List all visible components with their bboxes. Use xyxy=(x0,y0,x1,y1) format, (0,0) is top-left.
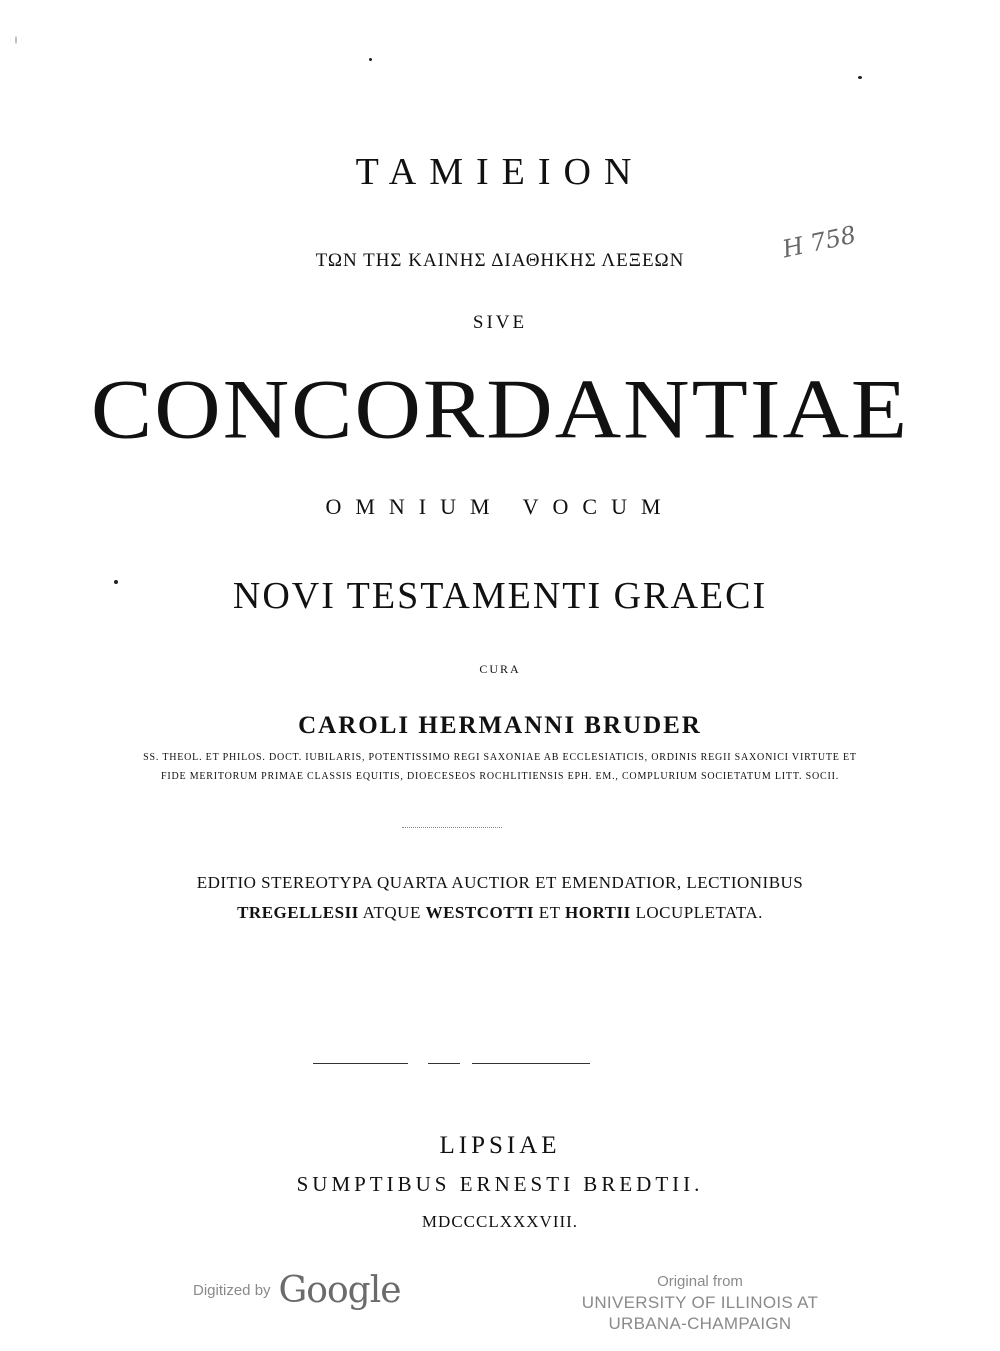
handwritten-shelf-mark: H 758 xyxy=(779,220,859,264)
editor-westcott: WESTCOTTI xyxy=(425,903,535,922)
ornamental-rule-lower-right xyxy=(472,1063,590,1064)
editor-hort: HORTII xyxy=(565,903,631,922)
original-from-label: Original from xyxy=(657,1273,743,1290)
imprint-date: MDCCCLXXXVIII. xyxy=(421,1212,579,1231)
subtitle-omnium-vocum: OMNIUM VOCUM xyxy=(325,494,675,519)
ink-speck xyxy=(858,76,862,79)
digitized-by-label: Digitized by xyxy=(193,1282,271,1299)
ornamental-rule-upper xyxy=(402,827,502,828)
greek-subtitle: ΤΩΝ ΤΗΣ ΚΑΙΝΗΣ ΔΙΑΘΗΚΗΣ ΛΕΞΕΩΝ xyxy=(315,250,685,271)
edition-connector-2: ET xyxy=(538,903,561,922)
ink-speck xyxy=(369,58,372,61)
author-name: CAROLI HERMANNI BRUDER xyxy=(298,712,702,739)
imprint-place: LIPSIAE xyxy=(439,1132,561,1159)
original-source-watermark xyxy=(560,1272,840,1334)
ink-speck xyxy=(114,580,118,584)
ink-speck xyxy=(15,36,17,44)
edition-line-1: EDITIO STEREOTYPA QUARTA AUCTIOR ET EMENDATIOR, LECTIONIBUS xyxy=(196,873,804,892)
edition-connector-1: ATQUE xyxy=(362,903,421,922)
imprint-publisher: SUMPTIBUS ERNESTI BREDTII. xyxy=(296,1172,704,1196)
edition-connector-3: LOCUPLETATA. xyxy=(635,903,763,922)
main-title: CONCORDANTIAE xyxy=(90,361,910,456)
author-titles-line-2: FIDE MERITORUM PRIMAE CLASSIS EQUITIS, DIOECESEOS ROCHLITIENSIS EPH. EM., COMPLURIUM SOCIETATUM LITT. SOCII. xyxy=(160,771,840,782)
editor-tregellesius: TREGELLESII xyxy=(237,903,359,922)
google-logo: Google xyxy=(278,1270,401,1311)
subtitle-novi-testamenti: NOVI TESTAMENTI GRAECI xyxy=(232,575,768,617)
heading-tamieion: TAMIEION xyxy=(355,151,645,193)
ornamental-rule-lower-left xyxy=(313,1063,408,1064)
cura-label: CURA xyxy=(479,662,521,676)
sive-connector: SIVE xyxy=(472,312,528,333)
source-institution-line-1: UNIVERSITY OF ILLINOIS AT xyxy=(581,1293,819,1312)
edition-line-2 xyxy=(0,903,1000,923)
ornamental-rule-lower-middle xyxy=(428,1063,460,1064)
source-institution-line-2: URBANA-CHAMPAIGN xyxy=(608,1314,792,1333)
digitized-by-google-watermark xyxy=(193,1270,401,1320)
author-titles-line-1: SS. THEOL. ET PHILOS. DOCT. IUBILARIS, POTENTISSIMO REGI SAXONIAE AB ECCLESIATICIS, ORDINIS REGII SAXONICI VIRTUTE ET xyxy=(143,752,857,763)
